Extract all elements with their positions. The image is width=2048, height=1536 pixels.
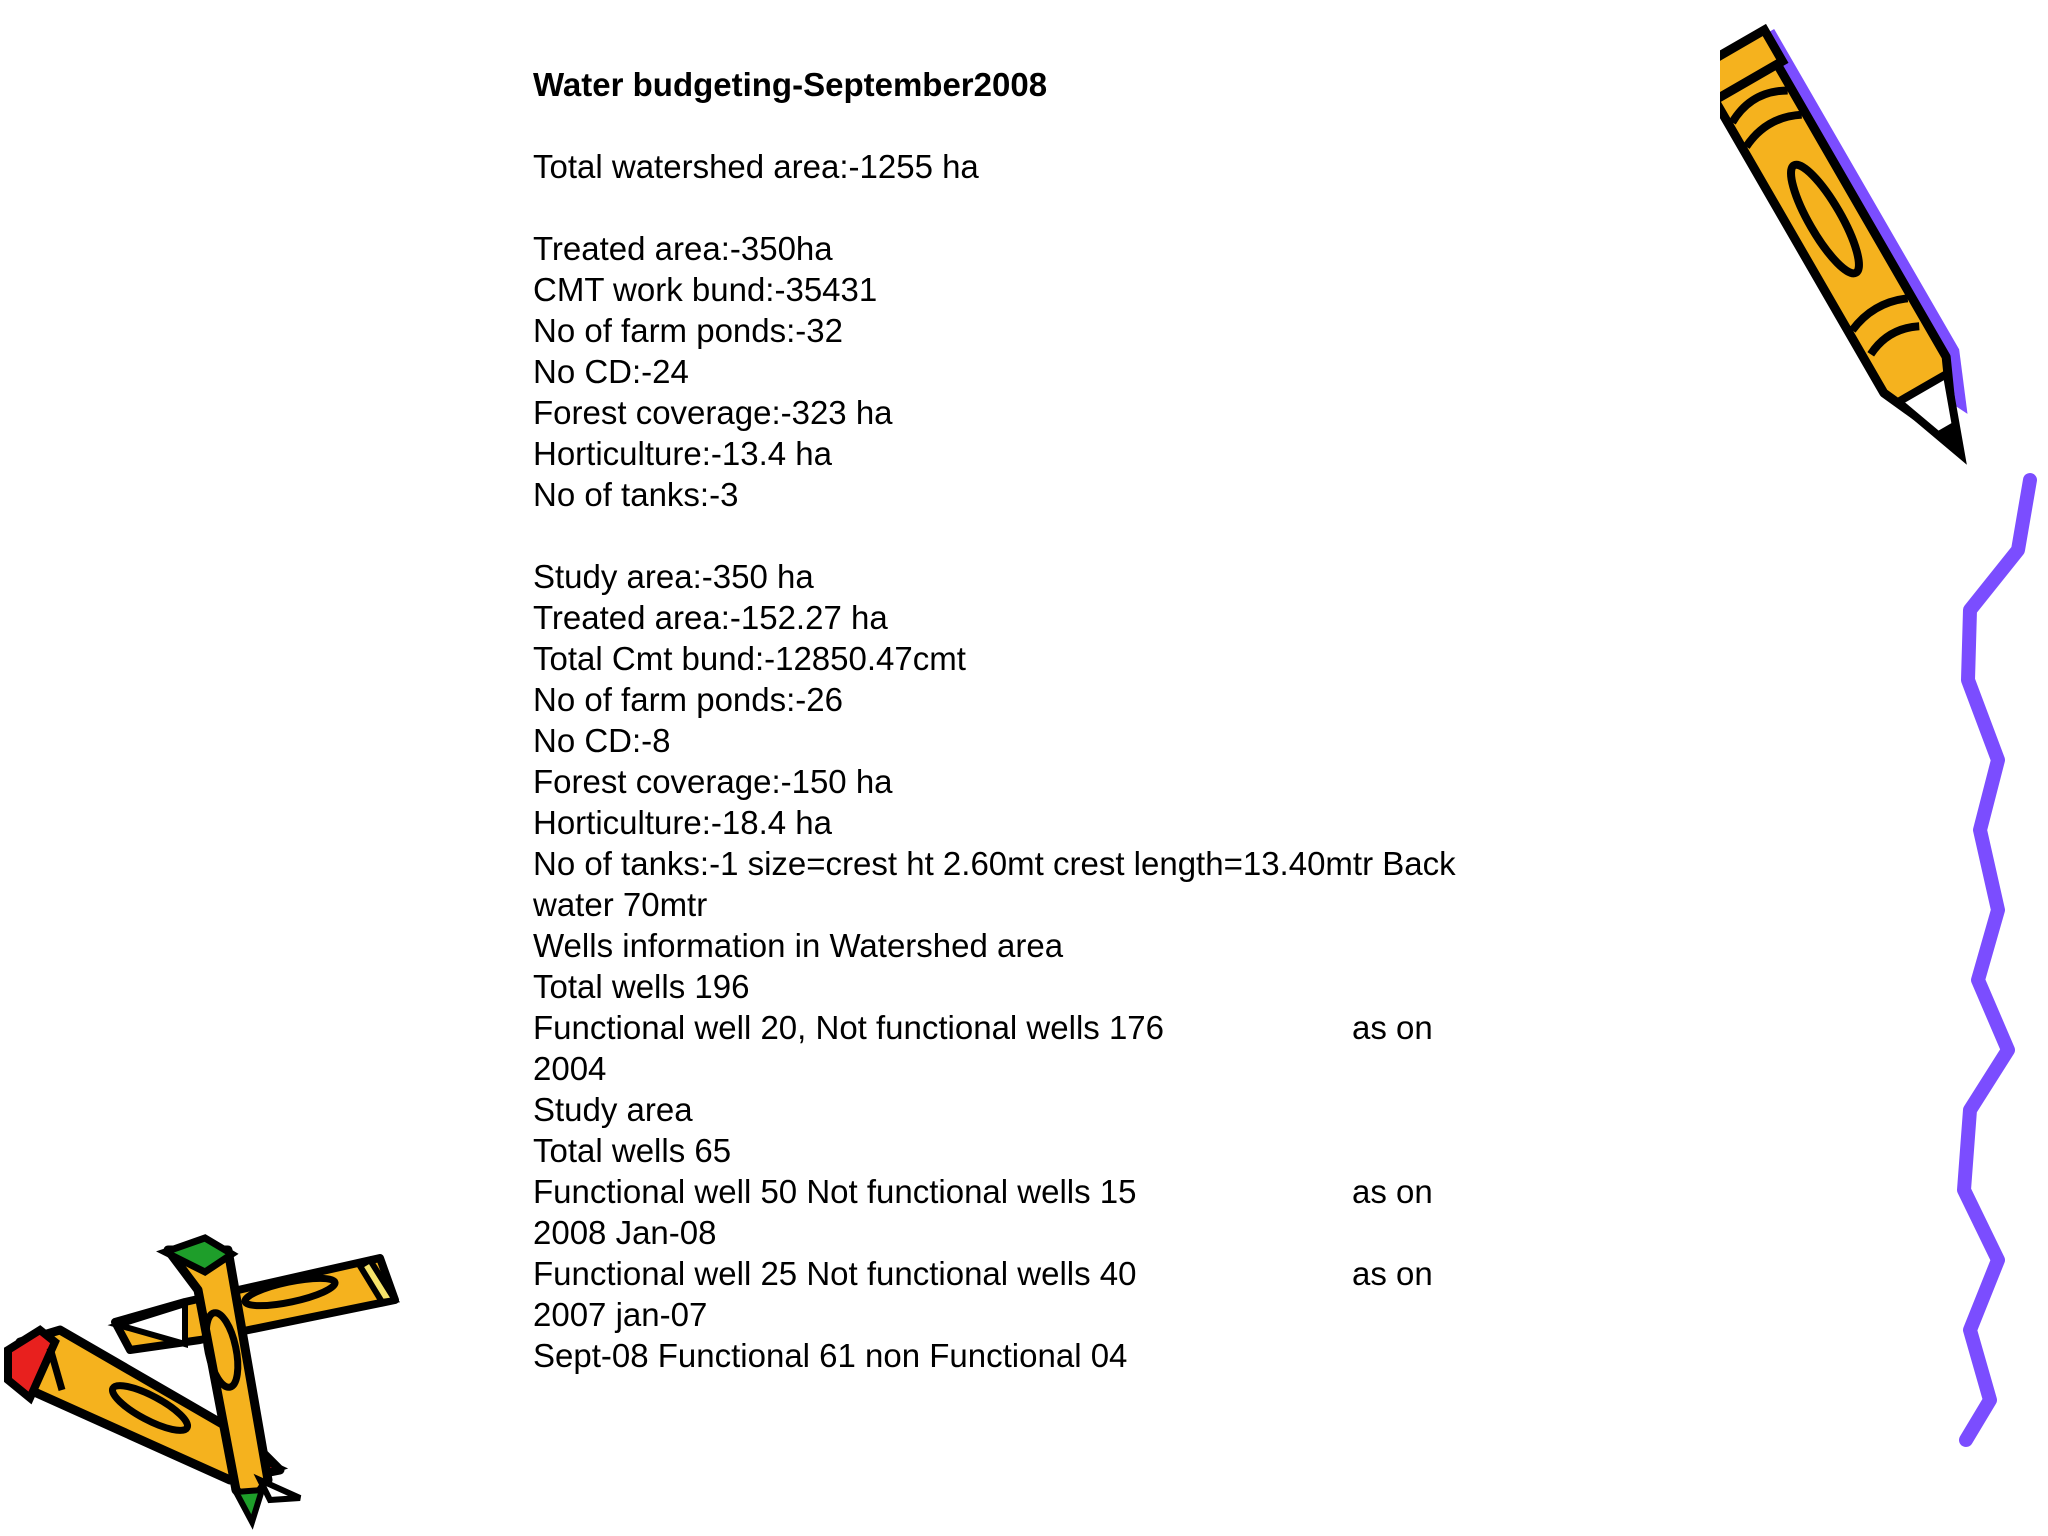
study-line: Study area:-350 ha xyxy=(533,558,814,595)
wells-row-text: Functional well 50 Not functional wells 15 xyxy=(533,1173,1137,1210)
study-line: No of tanks:-1 size=crest ht 2.60mt crest length=13.40mtr Back xyxy=(533,845,1456,882)
wells-row-year: 2004 xyxy=(533,1050,607,1087)
spacer xyxy=(533,187,1533,228)
pencil-icon xyxy=(1720,0,2020,490)
study-line: Horticulture:-18.4 ha xyxy=(533,804,832,841)
wells-row xyxy=(533,1007,1533,1048)
wells-row xyxy=(533,1253,1533,1294)
wells-summary: Sept-08 Functional 61 non Functional 04 xyxy=(533,1337,1128,1374)
crossed-pencils-icon xyxy=(0,1230,420,1530)
study-total-wells: Total wells 65 xyxy=(533,1132,732,1169)
treated-line: No CD:-24 xyxy=(533,353,689,390)
slide-title: Water budgeting-September2008 xyxy=(533,66,1048,103)
squiggle-line-icon xyxy=(1940,470,2040,1450)
as-on-label: as on xyxy=(1352,1255,1433,1292)
treated-line: Horticulture:-13.4 ha xyxy=(533,435,832,472)
study-line: water 70mtr xyxy=(533,886,708,923)
wells-row-text: Functional well 25 Not functional wells 40 xyxy=(533,1255,1137,1292)
study-line: Wells information in Watershed area xyxy=(533,927,1064,964)
content-text xyxy=(533,64,1533,1376)
spacer xyxy=(533,515,1533,556)
treated-line: No of farm ponds:-32 xyxy=(533,312,843,349)
wells-row-year: 2008 Jan-08 xyxy=(533,1214,717,1251)
study-line: No of farm ponds:-26 xyxy=(533,681,843,718)
wells-row-text: Functional well 20, Not functional wells 176 xyxy=(533,1009,1165,1046)
study-line: Total Cmt bund:-12850.47cmt xyxy=(533,640,966,677)
as-on-label: as on xyxy=(1352,1173,1433,1210)
study-line: No CD:-8 xyxy=(533,722,671,759)
as-on-label: as on xyxy=(1352,1009,1433,1046)
study-line: Total wells 196 xyxy=(533,968,750,1005)
treated-line: Treated area:-350ha xyxy=(533,230,833,267)
study-line: Forest coverage:-150 ha xyxy=(533,763,893,800)
watershed-total-area: Total watershed area:-1255 ha xyxy=(533,148,979,185)
wells-row-year: 2007 jan-07 xyxy=(533,1296,708,1333)
study-line: Treated area:-152.27 ha xyxy=(533,599,888,636)
wells-row xyxy=(533,1171,1533,1212)
study-area-label: Study area xyxy=(533,1091,693,1128)
treated-line: CMT work bund:-35431 xyxy=(533,271,878,308)
treated-line: Forest coverage:-323 ha xyxy=(533,394,893,431)
treated-line: No of tanks:-3 xyxy=(533,476,739,513)
